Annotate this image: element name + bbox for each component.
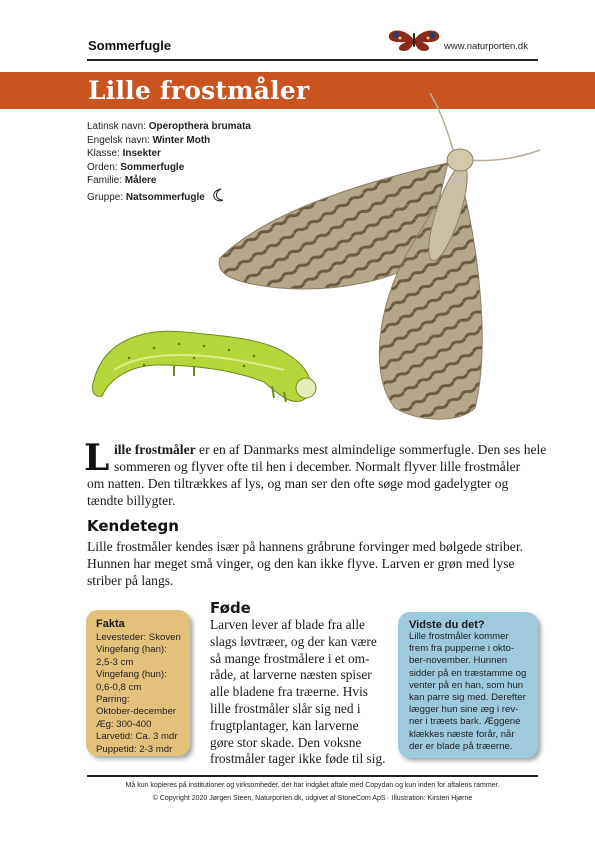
- fode-line: frugtplantager, kan larverne: [210, 717, 359, 733]
- fakta-line: Puppetid: 2-3 mdr: [96, 743, 173, 755]
- fode-line: råde, at larverne næsten spiser: [210, 667, 372, 683]
- fode-line: alle bladene fra træerne. Hvis: [210, 684, 369, 700]
- fakta-line: Parring:: [96, 694, 130, 706]
- drop-cap: L: [84, 437, 110, 479]
- intro-line-3: om natten. Den tiltrækkes af lys, og man ser den ofte søge mod gadelygter og: [87, 476, 509, 491]
- fode-line: slags løvtræer, og der kan være: [210, 633, 377, 649]
- vidste-line: lægger hun sine æg i rev-: [409, 704, 519, 716]
- footer-license: Må kun kopieres på institutioner og virksomheder, der har indgået aftale med Copydan og kun inden for aftalens rammer.: [125, 782, 500, 789]
- kendetegn-line: Hunnen har meget små vinger, og den kan ikke flyve. Larven er grøn med lyse: [87, 556, 515, 571]
- kendetegn-line: Lille frostmåler kendes især på hannens gråbrune forvinger med bølgede striber.: [87, 539, 523, 554]
- info-orden: Orden: Sommerfugle: [87, 161, 185, 173]
- section-label: Sommerfugle: [88, 38, 172, 53]
- vidste-line: Lille frostmåler kommer: [409, 631, 509, 642]
- vidste-line: kan parre sig med. Derefter: [409, 692, 526, 704]
- fode-text: [210, 617, 390, 768]
- header-divider: [87, 59, 538, 61]
- info-familie: Familie: Målere: [87, 175, 157, 187]
- fode-line: så mange frostmålere i et om-: [210, 650, 370, 666]
- info-latin: Latinsk navn: Operopthera brumata: [87, 121, 251, 132]
- fode-line: lille frostmåler slår sig ned i: [210, 700, 361, 716]
- fakta-line: Larvetid: Ca. 3 mdr: [96, 731, 178, 743]
- intro-line-4: tændte billygter.: [87, 493, 176, 508]
- fode-line: gøre stor skade. Den voksne: [210, 734, 362, 750]
- vidste-text: [409, 631, 533, 753]
- fode-line: frostmåler tager ikke føde til sig.: [210, 751, 386, 767]
- footer-divider: [87, 775, 538, 777]
- site-url: www.naturporten.dk: [444, 41, 528, 52]
- fakta-line: Vingefang (han):: [96, 644, 167, 656]
- fakta-list: [96, 632, 188, 756]
- fode-heading: Føde: [210, 599, 251, 617]
- vidste-line: ner i træets bark. Æggene: [409, 716, 521, 728]
- vidste-line: venter på en han, som hun: [409, 679, 524, 691]
- fakta-line: Æg: 300-400: [96, 718, 152, 730]
- fakta-line: Levesteder: Skoven: [96, 632, 181, 643]
- kendetegn-line: striber på langs.: [87, 573, 174, 588]
- info-english: Engelsk navn: Winter Moth: [87, 134, 211, 146]
- fakta-line: Vingefang (hun):: [96, 669, 167, 681]
- info-klasse: Klasse: Insekter: [87, 148, 161, 160]
- page-title: Lille frostmåler: [88, 76, 310, 105]
- vidste-line: frem fra pupperne i okto-: [409, 643, 515, 655]
- kendetegn-text: [87, 538, 542, 589]
- vidste-line: sidder på en træstamme og: [409, 667, 527, 679]
- vidste-line: der er blade på træerne.: [409, 740, 513, 752]
- vidste-heading: Vidste du det?: [409, 619, 485, 631]
- intro-line-1: ille frostmåler er en af Danmarks mest almindelige sommerfugle. Den ses hele: [114, 442, 547, 457]
- footer-copyright: © Copyright 2020 Jørgen Steen, Naturporten.dk, udgivet af StoneCom ApS · Illustration: Kirsten Hjørne: [152, 795, 473, 802]
- fakta-line: Oktober-december: [96, 706, 176, 718]
- fakta-heading: Fakta: [96, 618, 125, 630]
- vidste-line: klækkes næste forår, når: [409, 728, 515, 740]
- fakta-line: 0,6-0,8 cm: [96, 681, 142, 693]
- info-gruppe: Gruppe: Natsommerfugle: [87, 188, 251, 205]
- vidste-line: ber-november. Hunnen: [409, 655, 508, 667]
- kendetegn-heading: Kendetegn: [87, 517, 179, 535]
- intro-line-2: sommeren og flyver ofte til hen i december. Normalt flyver lille frostmåler: [114, 459, 521, 474]
- fakta-line: 2,5-3 cm: [96, 656, 134, 668]
- butterfly-logo-icon: [386, 27, 442, 53]
- fode-line: Larven lever af blade fra alle: [210, 617, 366, 632]
- green-caterpillar-illustration: [84, 310, 324, 410]
